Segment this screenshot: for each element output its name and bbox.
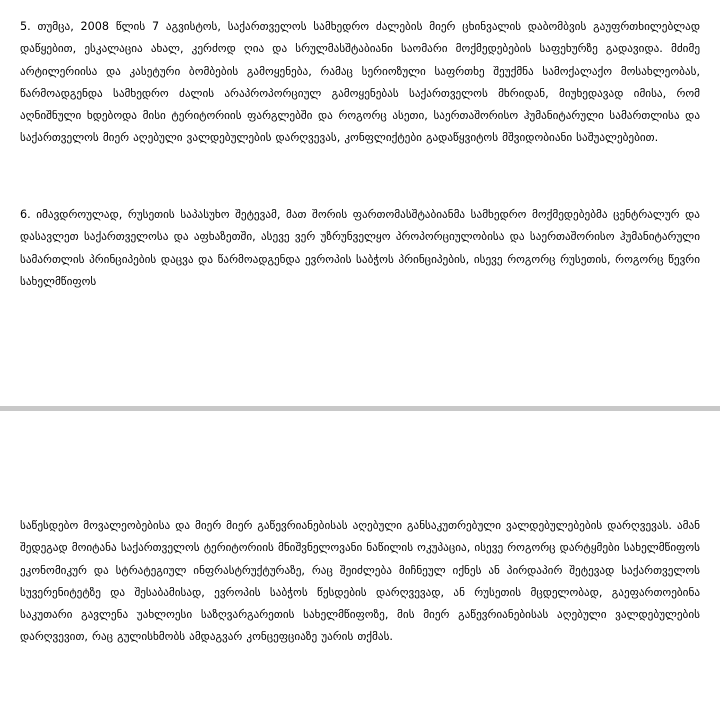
document-page-bottom [0, 411, 720, 704]
paragraph-5: 5. თუმცა, 2008 წლის 7 აგვისტოს, საქართველოს სამხედრო ძალების მიერ ცხინვალის დაბომბვის გაუფრთხილებლად დაწყებით, ესკალაცია ახალ, კერძოდ ღია და სრულმასშტაბიანი საომარი მოქმედებების საფეხურზე გადავიდა. მძიმე არტილერიისა და კასეტური ბომბების გამოყენება, რამაც სერიოზული საფრთხე შეუქმნა სამოქალაქო მოსახლეობას, წარმოადგენდა სამხედრო ძალის არაპროპორციულ გამოყენებას საქართველოს მხრიდან, მიუხედავად იმისა, რომ აღნიშნული ხდებოდა მისი ტერიტორიის ფარგლებში და როგორც ასეთი, საერთაშორისო ჰუმანიტარული სამართლისა და საქართველოს მიერ აღებული ვალდებულების დარღვევას, კონფლიქტები გადაწყვიტოს მშვიდობიანი საშუალებებით. [20, 20, 700, 145]
paragraph-6-continued: საწესდებო მოვალეობებისა და მიერ მიერ გაწევრიანებისას აღებული განსაკუთრებული ვალდებულებების დარღვევას. ამან შედეგად მოიტანა საქართველოს ტერიტორიის მნიშვნელოვანი ნაწილის ოკუპაცია, ისევე როგორც დარტყმები სახელმწიფოს ეკონომიკურ და სტრატეგიულ ინფრასტრუქტურაზე, რაც შეიძლება მიჩნეულ იქნეს ან პირდაპირ შეტევად საქართველოს სუვერენიტეტზე და შესაბამისად, ევროპის საბჭოს წესდების დარღვევად, ან რუსეთის მცდელობად, გაეფართოებინა საკუთარი გავლენა უახლოესი საზღვარგარეთის სახელმწიფოზე, მის მიერ გაწევრიანებისას აღებული ვალდებულების დარღვევით, რაც გულისხმობს ამდაგვარ კონცეფციაზე უარის თქმას. [20, 519, 700, 644]
paragraph-6: 6. იმავდროულად, რუსეთის საპასუხო შეტევამ, მათ შორის ფართომასშტაბიანმა სამხედრო მოქმედებებმა ცენტრალურ და დასავლეთ საქართველოსა და აფხაზეთში, ასევე ვერ უზრუნველყო პროპორციულობისა და საერთაშორისო ჰუმანიტარული სამართლის პრინციპების დაცვა და წარმოადგენდა ევროპის საბჭოს პრინციპების, ისევე როგორც რუსეთის, როგორც წევრი სახელმწიფოს [20, 208, 700, 288]
